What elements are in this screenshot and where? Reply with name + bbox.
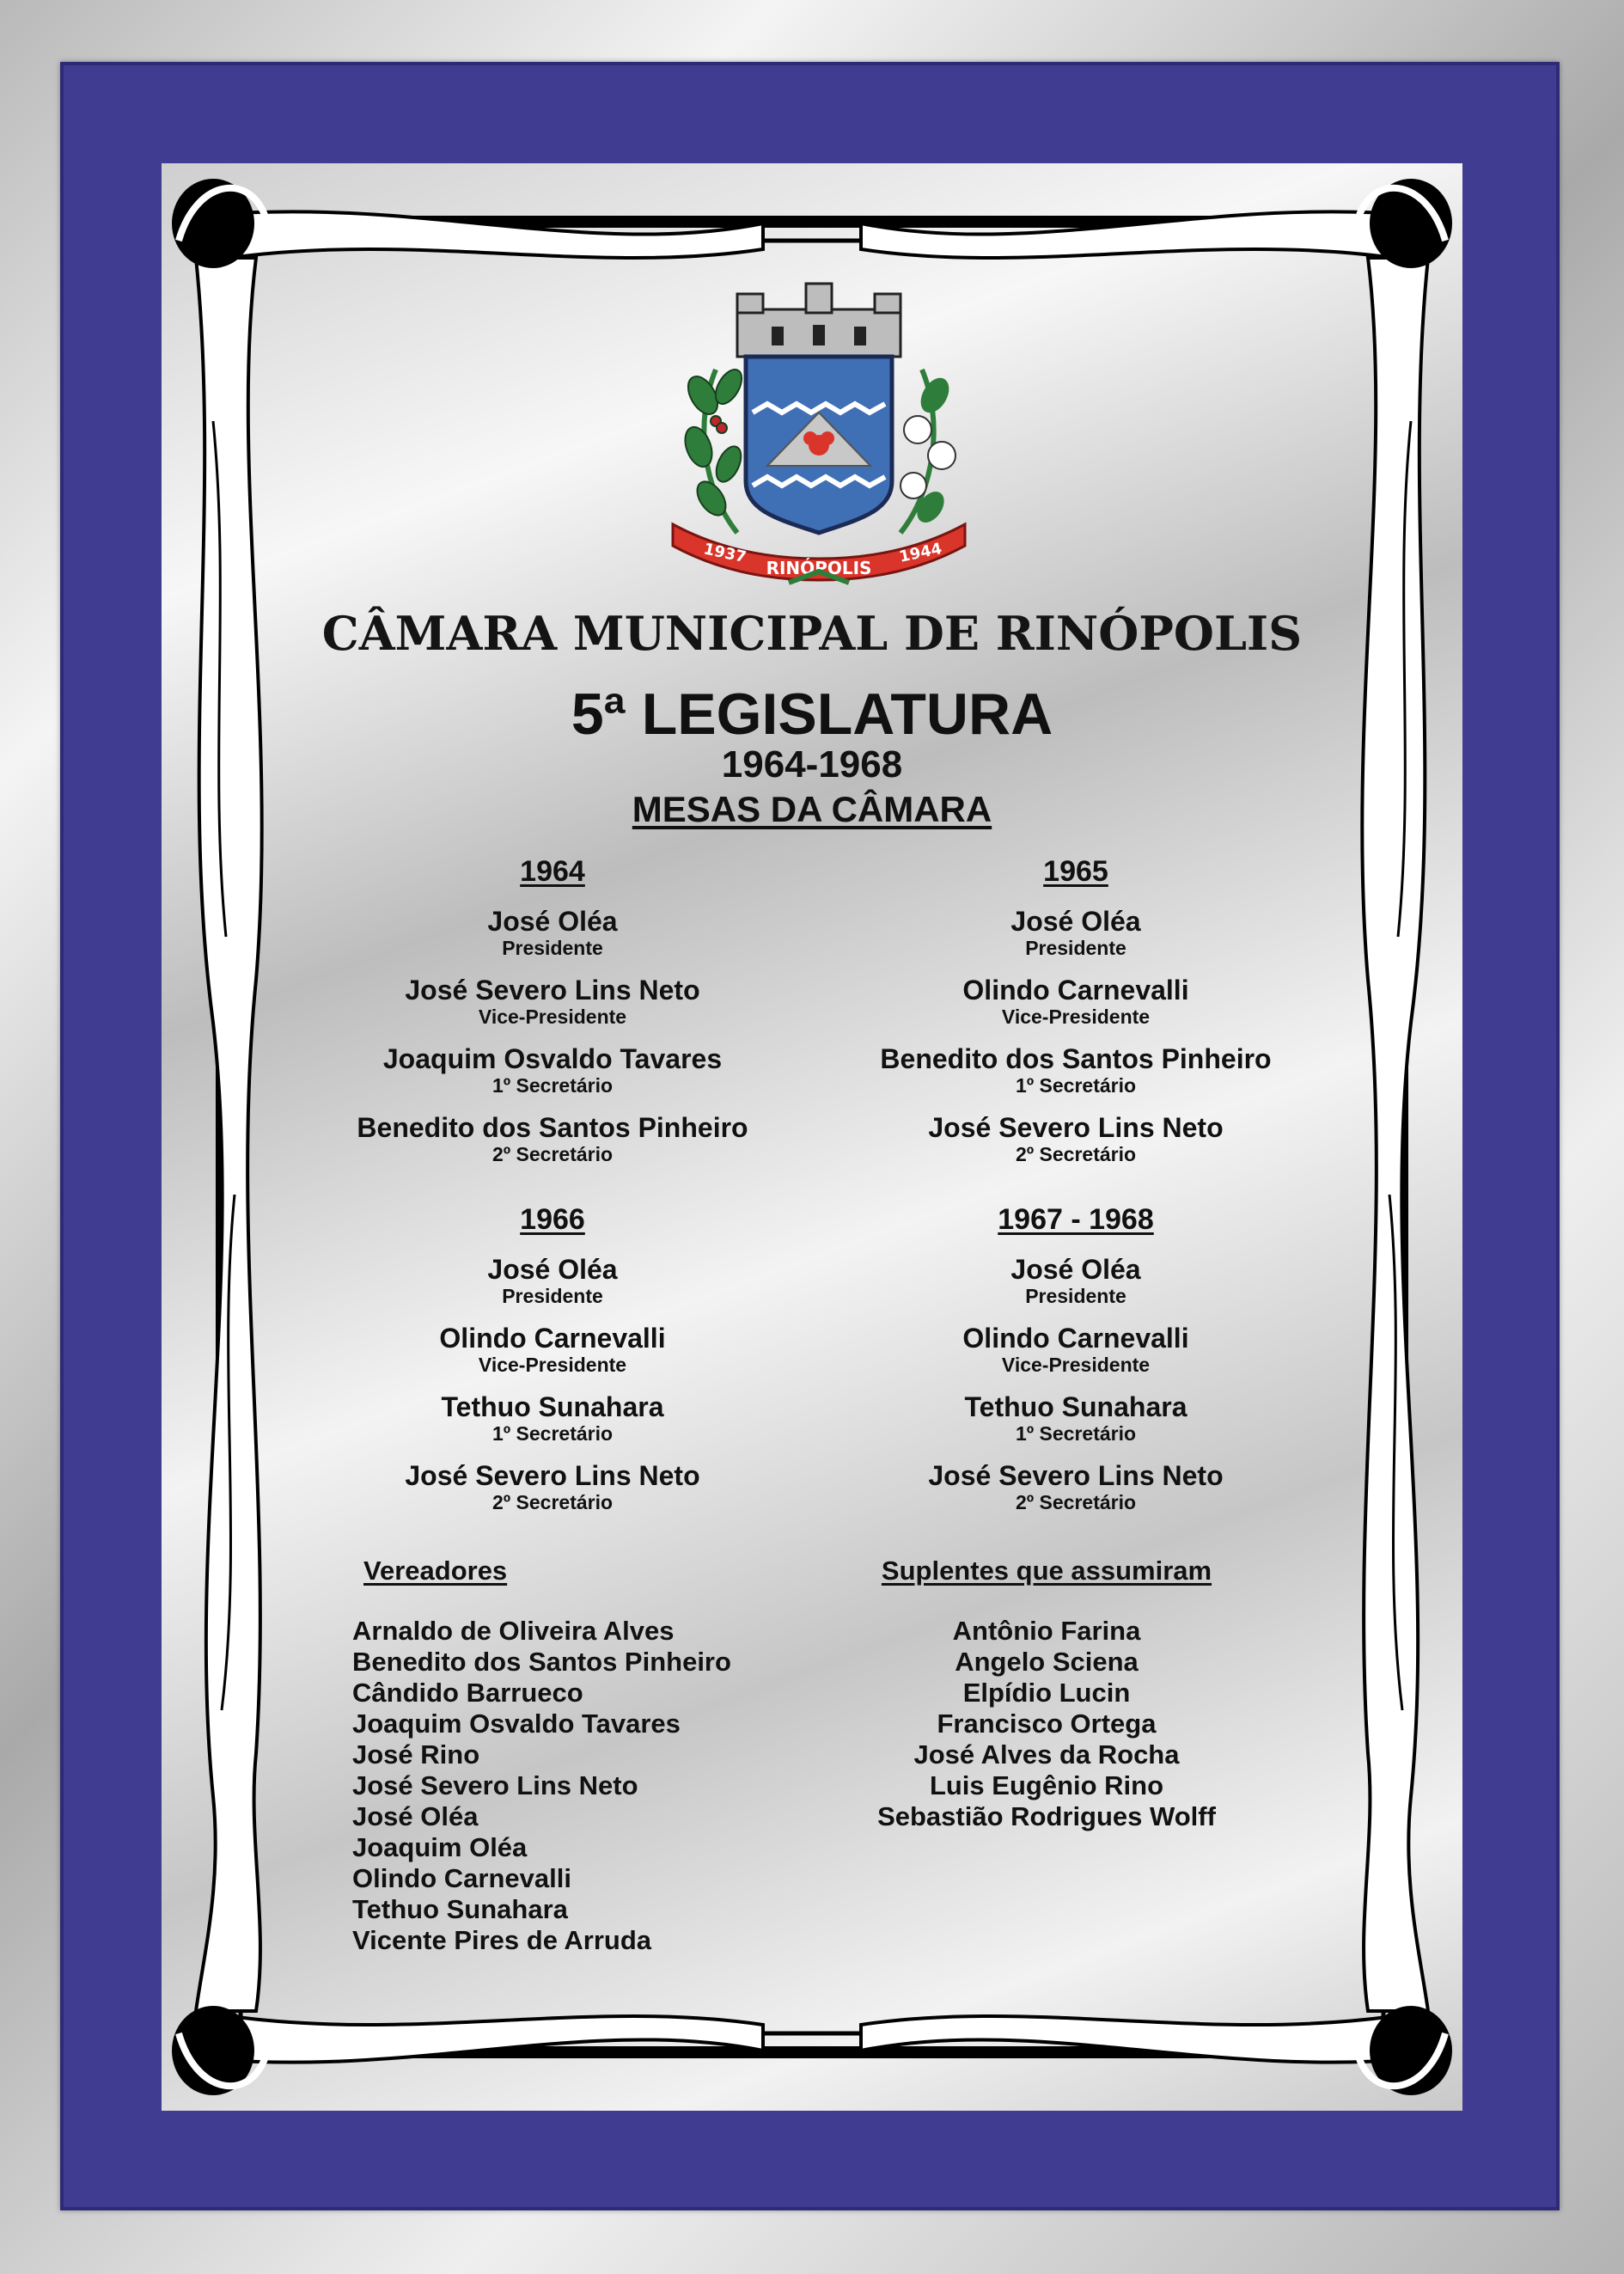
member-name: Olindo Carnevalli <box>439 1323 666 1354</box>
list-item: Benedito dos Santos Pinheiro <box>352 1647 731 1677</box>
member <box>775 1043 1377 1097</box>
member-name: Joaquim Osvaldo Tavares <box>382 1043 723 1074</box>
list-item: Vicente Pires de Arruda <box>352 1925 652 1955</box>
member-name: Benedito dos Santos Pinheiro <box>357 1112 748 1143</box>
member <box>775 906 1377 959</box>
member-name: José Oléa <box>1010 1254 1141 1285</box>
member-role: 2º Secretário <box>1015 1491 1137 1513</box>
member <box>775 1323 1377 1376</box>
institution-title: CÂMARA MUNICIPAL DE RINÓPOLIS <box>321 606 1303 661</box>
member <box>252 1254 853 1307</box>
suplentes-title: Suplentes que assumiram <box>881 1556 1212 1586</box>
member <box>252 906 853 959</box>
member-name: José Severo Lins Neto <box>928 1112 1224 1143</box>
list-item: José Oléa <box>352 1801 479 1831</box>
mesa-1967-1968 <box>775 1203 1377 1529</box>
member <box>252 1043 853 1097</box>
list-item: Joaquim Osvaldo Tavares <box>352 1709 681 1739</box>
legislature-title: 5ª LEGISLATURA <box>571 682 1053 747</box>
member-role: 1º Secretário <box>1015 1074 1137 1097</box>
member-role: Presidente <box>502 1285 603 1307</box>
member-role: Vice-Presidente <box>478 1354 627 1376</box>
member-role: Presidente <box>502 937 603 959</box>
member <box>775 1391 1377 1445</box>
ribbon-year-right: 1944 <box>897 539 944 566</box>
member-name: José Severo Lins Neto <box>405 975 700 1006</box>
section-title <box>162 789 1462 830</box>
vereadores-title: Vereadores <box>363 1556 508 1586</box>
member-role: Vice-Presidente <box>1001 1354 1151 1376</box>
member-role: 2º Secretário <box>1015 1143 1137 1165</box>
member-role: 2º Secretário <box>491 1491 614 1513</box>
list-item: Sebastião Rodrigues Wolff <box>877 1801 1216 1831</box>
list-item: Olindo Carnevalli <box>352 1863 571 1893</box>
coat-of-arms-emblem <box>669 275 969 593</box>
member-role: Presidente <box>1025 937 1126 959</box>
member-name: José Severo Lins Neto <box>928 1460 1224 1491</box>
member-role: Vice-Presidente <box>1001 1006 1151 1028</box>
list-item: Angelo Sciena <box>955 1647 1139 1677</box>
mural-crown <box>737 284 901 357</box>
suplentes-list <box>849 1556 1244 1832</box>
vereadores-list <box>352 1556 833 1956</box>
list-item: Luis Eugênio Rino <box>929 1770 1164 1800</box>
cotton-branch <box>901 370 955 533</box>
member-name: Benedito dos Santos Pinheiro <box>880 1043 1272 1074</box>
member <box>775 1112 1377 1165</box>
list-item: José Alves da Rocha <box>913 1739 1180 1770</box>
shield <box>746 357 892 533</box>
member <box>252 975 853 1028</box>
list-item: Tethuo Sunahara <box>352 1894 568 1924</box>
mesa-1966 <box>252 1203 853 1529</box>
member <box>252 1323 853 1376</box>
member <box>252 1460 853 1513</box>
mesa-year: 1965 <box>1043 855 1108 888</box>
legislature-period: 1964-1968 <box>721 743 903 786</box>
list-item: Joaquim Oléa <box>352 1832 528 1862</box>
member-role: Vice-Presidente <box>478 1006 627 1028</box>
member-name: Olindo Carnevalli <box>962 1323 1189 1354</box>
member <box>252 1112 853 1165</box>
member <box>252 1391 853 1445</box>
mesa-year: 1966 <box>520 1203 585 1236</box>
plaque-content <box>162 163 1462 2111</box>
list-item: Antônio Farina <box>952 1616 1141 1646</box>
list-item: Elpídio Lucin <box>962 1678 1131 1708</box>
coffee-branch <box>681 365 748 533</box>
member <box>775 1460 1377 1513</box>
member-name: Tethuo Sunahara <box>964 1391 1187 1422</box>
member-name: José Severo Lins Neto <box>405 1460 700 1491</box>
member-role: 1º Secretário <box>1015 1422 1137 1445</box>
list-item: Francisco Ortega <box>937 1709 1157 1739</box>
mesa-1965 <box>775 855 1377 1181</box>
list-item: Arnaldo de Oliveira Alves <box>352 1616 675 1646</box>
member-role: 1º Secretário <box>491 1074 614 1097</box>
list-item: José Rino <box>352 1739 480 1770</box>
mesa-year: 1967 - 1968 <box>998 1203 1154 1236</box>
list-item: José Severo Lins Neto <box>352 1770 638 1800</box>
list-item: Cândido Barrueco <box>352 1678 583 1708</box>
member-name: José Oléa <box>1010 906 1141 937</box>
member-name: Tethuo Sunahara <box>441 1391 664 1422</box>
member-role: Presidente <box>1025 1285 1126 1307</box>
section-title-text: MESAS DA CÂMARA <box>632 789 992 829</box>
member-name: José Oléa <box>487 1254 618 1285</box>
member <box>775 975 1377 1028</box>
mesa-1964 <box>252 855 853 1181</box>
member-name: Olindo Carnevalli <box>962 975 1189 1006</box>
ribbon-city-name: RINÓPOLIS <box>766 558 872 578</box>
member-role: 1º Secretário <box>491 1422 614 1445</box>
ribbon-year-left: 1937 <box>701 540 748 567</box>
member <box>775 1254 1377 1307</box>
member-role: 2º Secretário <box>491 1143 614 1165</box>
member-name: José Oléa <box>487 906 618 937</box>
mesa-year: 1964 <box>520 855 585 888</box>
